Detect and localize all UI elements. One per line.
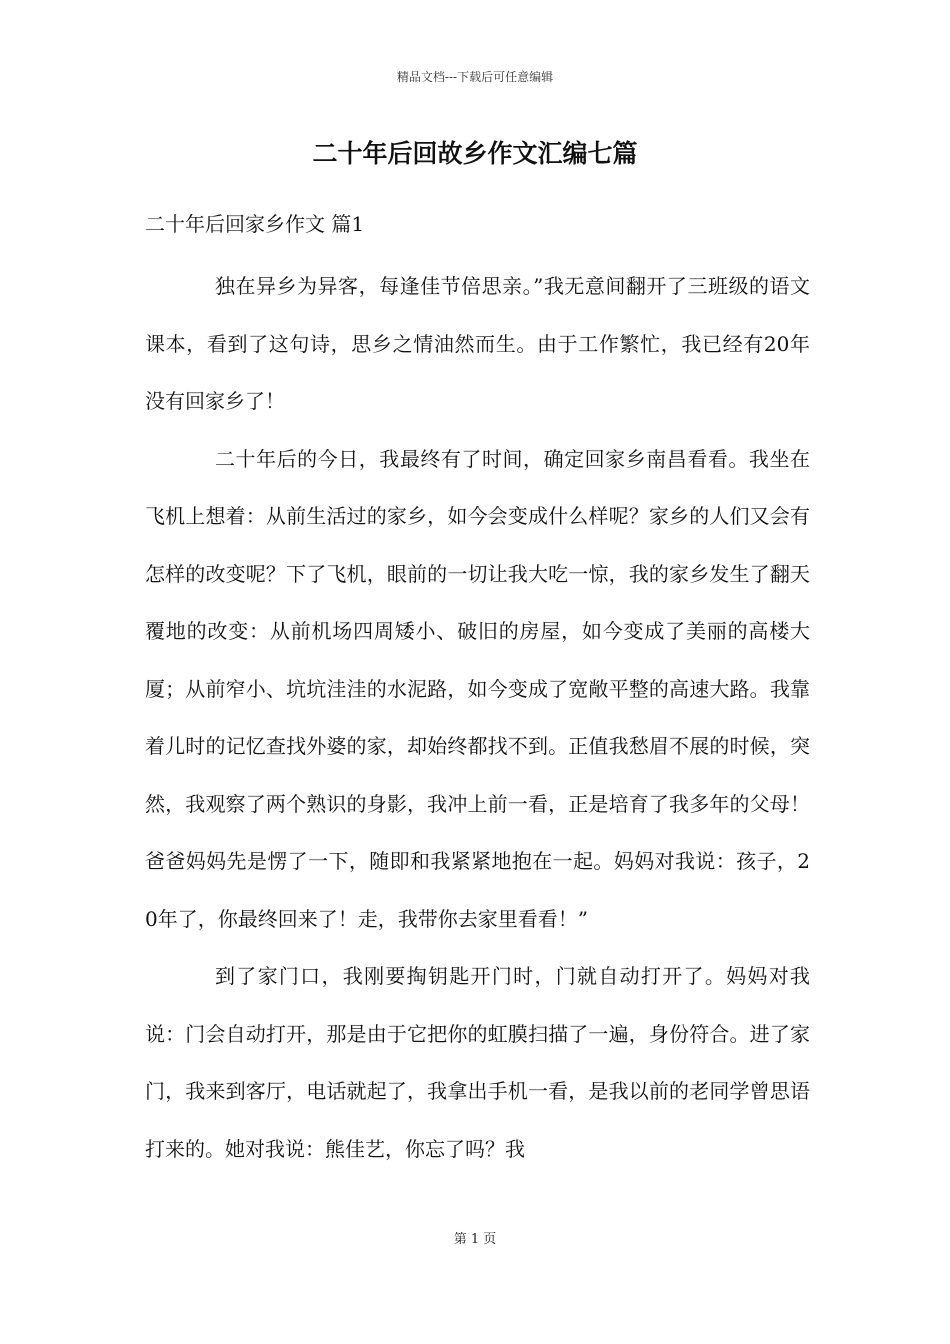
section-heading: 二十年后回家乡作文 篇1 xyxy=(145,212,365,236)
paragraph-2: 二十年后的今日，我最终有了时间，确定回家乡南昌看看。我坐在飞机上想着：从前生活过的家乡，如今会变成什么样呢？家乡的人们又会有怎样的改变呢？下了飞机，眼前的一切让我大吃一惊，我的家乡发生了翻天覆地的改变：从前机场四周矮小、破旧的房屋，如今变成了美丽的高楼大厦；从前窄小、坑坑洼洼的水泥路，如今变成了宽敞平整的高速大路。我靠着儿时的记忆查找外婆的家，却始终都找不到。正值我愁眉不展的时候，突然，我观察了两个熟识的身影，我冲上前一看，正是培育了我多年的父母！爸爸妈妈先是愣了一下，随即和我紧紧地抱在一起。妈妈对我说：孩子，20年了，你最终回来了！走，我带你去家里看看！” xyxy=(145,446,810,931)
document-body xyxy=(145,258,810,1178)
page-number: 第 1 页 xyxy=(453,1232,497,1247)
document-title: 二十年后回故乡作文汇编七篇 xyxy=(312,139,638,168)
paragraph-1: 独在异乡为异客，每逢佳节倍思亲。”我无意间翻开了三班级的语文课本，看到了这句诗，思乡之情油然而生。由于工作繁忙，我已经有20年没有回家乡了！ xyxy=(145,274,810,413)
header-note: 精品文档---下载后可任意编辑 xyxy=(396,70,554,84)
paragraph-3: 到了家门口，我刚要掏钥匙开门时，门就自动打开了。妈妈对我说：门会自动打开，那是由于它把你的虹膜扫描了一遍，身份符合。进了家门，我来到客厅，电话就起了，我拿出手机一看，是我以前的老同学曾思语打来的。她对我说：熊佳艺，你忘了吗？我 xyxy=(145,964,810,1161)
